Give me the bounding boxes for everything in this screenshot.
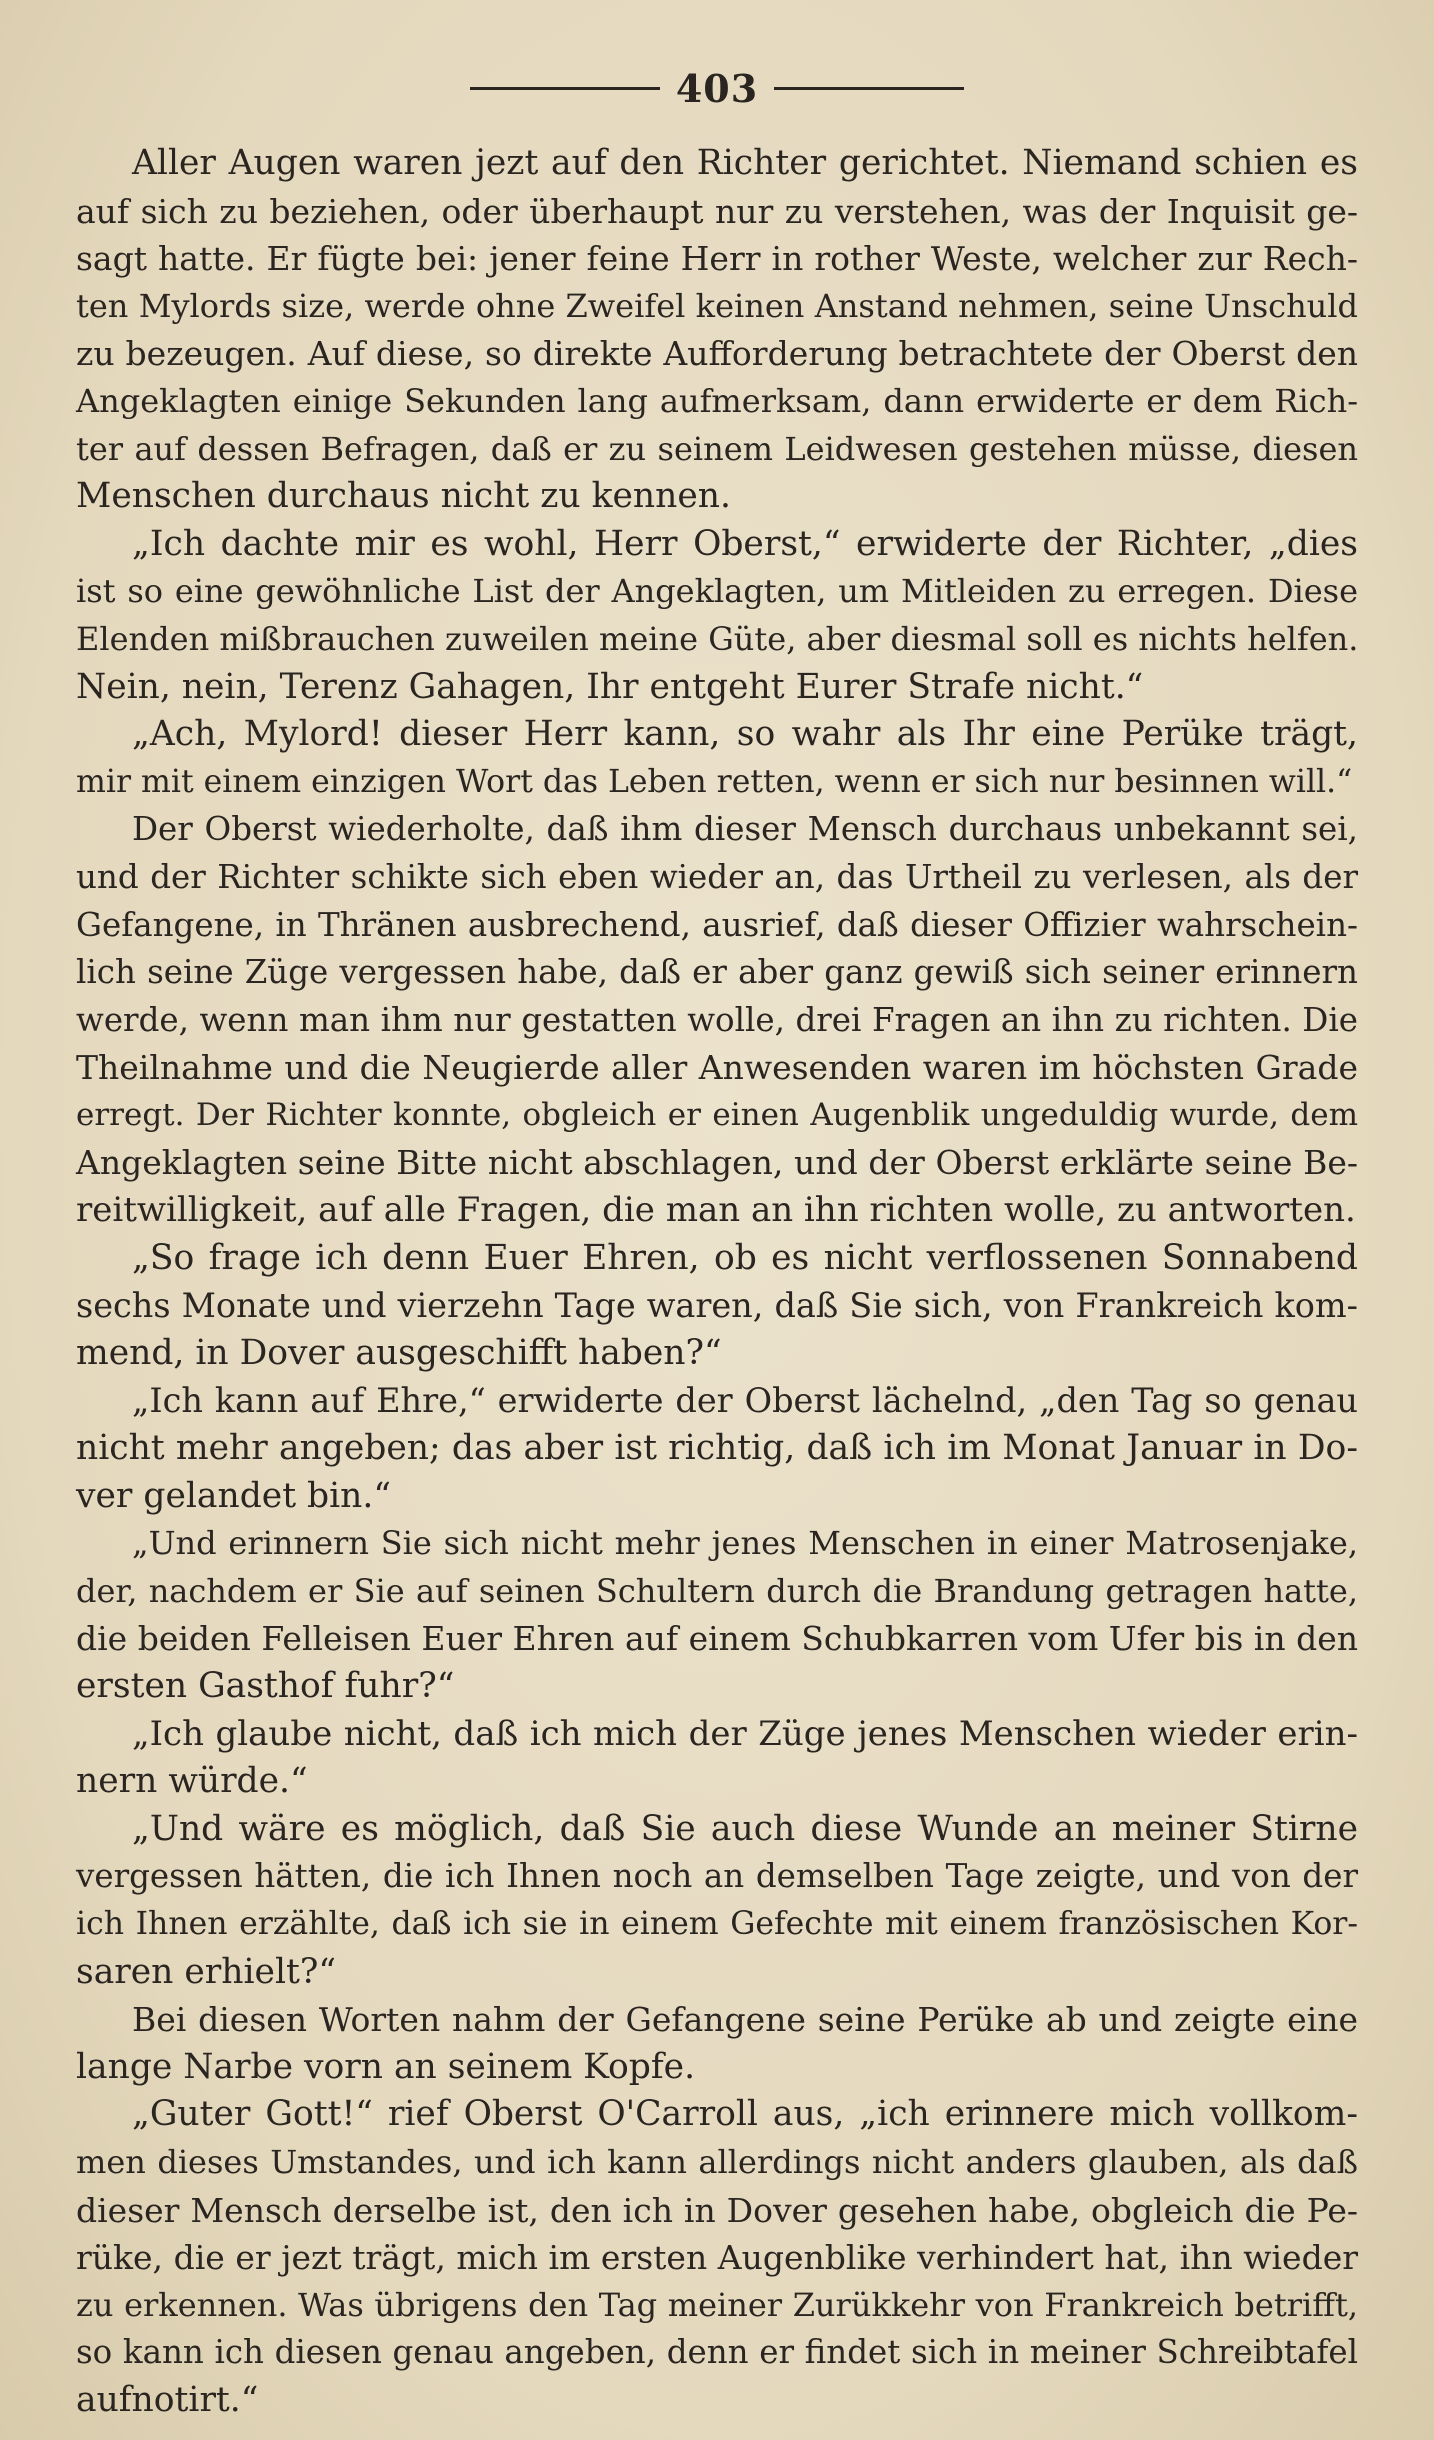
page-number: 403 xyxy=(675,65,759,111)
text-line: „Ich dachte mir es wohl, Herr Oberst,“ erwiderte der Richter, „dies xyxy=(132,523,1358,564)
text-line: nicht mehr angeben; das aber ist richtig, daß ich im Monat Januar in Do- xyxy=(76,1428,1358,1469)
header-rule-left xyxy=(470,87,660,90)
text-line: rüke, die er jezt trägt, mich im ersten Augenblike verhindert hat, ihn wieder xyxy=(76,2238,1358,2278)
text-line: die beiden Felleisen Euer Ehren auf einem Schubkarren vom Ufer bis in den xyxy=(76,1619,1358,1659)
text-line: men dieses Umstandes, und ich kann allerdings nicht anders glauben, als daß xyxy=(76,2142,1358,2181)
text-line: „So frage ich denn Euer Ehren, ob es nicht verflossenen Sonnabend xyxy=(132,1237,1358,1278)
text-line: der, nachdem er Sie auf seinen Schultern durch die Brandung getragen hatte, xyxy=(76,1571,1358,1610)
paragraph xyxy=(76,1235,1358,1378)
text-line: Angeklagten einige Sekunden lang aufmerksam, dann erwiderte er dem Rich- xyxy=(76,381,1358,420)
text-line: zu erkennen. Was übrigens den Tag meiner Zurükkehr von Frankreich betrifft, xyxy=(76,2285,1358,2324)
paragraph xyxy=(76,1711,1358,1806)
text-line: „Ich kann auf Ehre,“ erwiderte der Oberst lächelnd, „den Tag so genau xyxy=(132,1381,1358,1421)
text-line: so kann ich diesen genau angeben, denn er findet sich in meiner Schreibtafel xyxy=(76,2333,1358,2372)
text-line: Theilnahme und die Neugierde aller Anwesenden waren im höchsten Grade xyxy=(76,1048,1358,1088)
paragraph xyxy=(76,1996,1358,2091)
paragraph xyxy=(76,140,1358,521)
text-line: „Guter Gott!“ rief Oberst O'Carroll aus, „ich erinnere mich vollkom- xyxy=(132,2094,1358,2135)
text-line: „Und erinnern Sie sich nicht mehr jenes Menschen in einer Matrosenjake, xyxy=(132,1524,1358,1563)
text-line: ich Ihnen erzählte, daß ich sie in einem Gefechte mit einem französischen Kor- xyxy=(76,1905,1358,1942)
page-header xyxy=(0,62,1434,114)
text-line: Bei diesen Worten nahm der Gefangene seine Perüke ab und zeigte eine xyxy=(132,2000,1358,2040)
text-line: ersten Gasthof fuhr?“ xyxy=(76,1666,455,1706)
text-line: Angeklagten seine Bitte nicht abschlagen, und der Oberst erklärte seine Be- xyxy=(76,1143,1358,1183)
text-line: reitwilligkeit, auf alle Fragen, die man an ihn richten wolle, zu antworten. xyxy=(76,1190,1356,1231)
text-line: ist so eine gewöhnliche List der Angeklagten, um Mitleiden zu erregen. Diese xyxy=(76,572,1358,611)
text-line: Elenden mißbrauchen zuweilen meine Güte, aber diesmal soll es nichts helfen. xyxy=(76,619,1359,658)
text-line: Aller Augen waren jezt auf den Richter gerichtet. Niemand schien es xyxy=(132,143,1358,183)
text-line: dieser Mensch derselbe ist, den ich in Dover gesehen habe, obgleich die Pe- xyxy=(76,2190,1358,2230)
header-rule-right xyxy=(774,87,964,90)
text-line: werde, wenn man ihm nur gestatten wolle, drei Fragen an ihn zu richten. Die xyxy=(76,1000,1358,1039)
paragraph xyxy=(76,1806,1358,1996)
paragraph xyxy=(76,521,1358,711)
text-line: „Ach, Mylord! dieser Herr kann, so wahr als Ihr eine Perüke trägt, xyxy=(132,714,1358,755)
paragraph xyxy=(76,2091,1358,2424)
text-line: ver gelandet bin.“ xyxy=(76,1475,391,1516)
text-line: ter auf dessen Befragen, daß er zu seinem Leidwesen gestehen müsse, diesen xyxy=(76,429,1358,468)
text-line: Nein, nein, Terenz Gahagen, Ihr entgeht Eurer Strafe nicht.“ xyxy=(76,666,1144,707)
text-line: und der Richter schikte sich eben wieder an, das Urtheil zu verlesen, als der xyxy=(76,857,1358,896)
paragraph xyxy=(76,1520,1358,1710)
text-line: zu bezeugen. Auf diese, so direkte Aufforderung betrachtete der Oberst den xyxy=(76,334,1358,374)
text-line: nern würde.“ xyxy=(76,1761,308,1802)
text-line: Der Oberst wiederholte, daß ihm dieser Mensch durchaus unbekannt sei, xyxy=(132,810,1358,849)
text-line: Menschen durchaus nicht zu kennen. xyxy=(76,476,731,517)
page-body-text xyxy=(76,140,1358,2425)
paragraph xyxy=(76,711,1358,806)
text-line: „Ich glaube nicht, daß ich mich der Züge jenes Menschen wieder erin- xyxy=(132,1713,1358,1754)
text-line: mend, in Dover ausgeschifft haben?“ xyxy=(76,1332,722,1373)
text-line: ten Mylords size, werde ohne Zweifel keinen Anstand nehmen, seine Unschuld xyxy=(76,286,1358,325)
text-line: vergessen hätten, die ich Ihnen noch an demselben Tage zeigte, und von der xyxy=(76,1857,1358,1896)
text-line: lange Narbe vorn an seinem Kopfe. xyxy=(76,2046,696,2087)
text-line: sechs Monate und vierzehn Tage waren, daß Sie sich, von Frankreich kom- xyxy=(76,1286,1358,1326)
text-line: aufnotirt.“ xyxy=(76,2379,259,2420)
text-line: mir mit einem einzigen Wort das Leben retten, wenn er sich nur besinnen will.“ xyxy=(76,763,1353,800)
text-line: lich seine Züge vergessen habe, daß er aber ganz gewiß sich seiner erinnern xyxy=(76,953,1358,992)
text-line: sagt hatte. Er fügte bei: jener feine Herr in rother Weste, welcher zur Rech- xyxy=(76,239,1358,279)
paragraph xyxy=(76,1377,1358,1520)
text-line: auf sich zu beziehen, oder überhaupt nur zu verstehen, was der Inquisit ge- xyxy=(76,191,1358,231)
text-line: Gefangene, in Thränen ausbrechend, ausrief, daß dieser Offizier wahrschein- xyxy=(76,905,1358,944)
text-line: erregt. Der Richter konnte, obgleich er einen Augenblik ungeduldig wurde, dem xyxy=(76,1096,1358,1133)
text-line: saren erhielt?“ xyxy=(76,1951,336,1992)
paragraph xyxy=(76,806,1358,1234)
text-line: „Und wäre es möglich, daß Sie auch diese Wunde an meiner Stirne xyxy=(132,1808,1358,1849)
